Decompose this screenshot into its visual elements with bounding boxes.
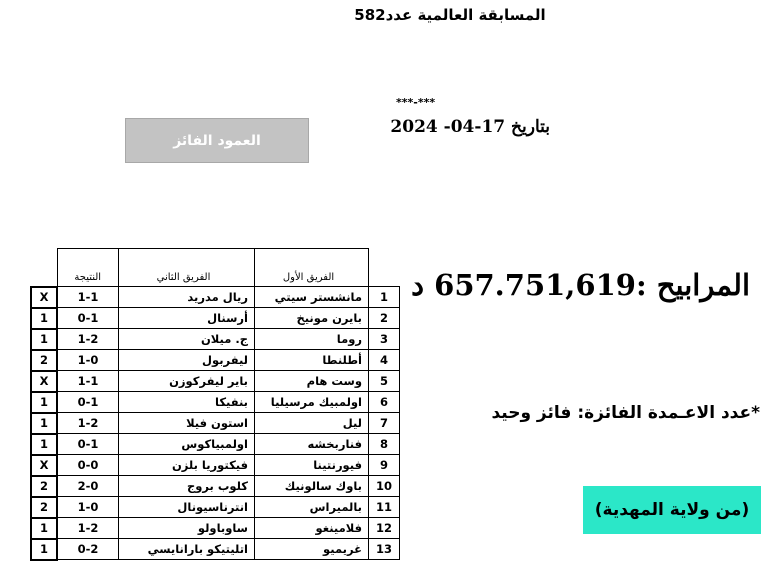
team2-cell: استون فيلا — [119, 413, 255, 434]
contest-date: بتاريخ 17-04- 2024 — [390, 117, 550, 137]
result-cell: 1 — [31, 308, 57, 329]
team2-cell: انترناسيونال — [119, 497, 255, 518]
team2-cell: كلوب بروج — [119, 476, 255, 497]
result-cell: 1 — [31, 518, 57, 539]
table-row — [31, 434, 400, 455]
match-number-cell: 12 — [369, 518, 400, 539]
results-table — [30, 248, 400, 561]
score-header: النتيجة — [57, 249, 119, 287]
team1-cell: فناربخشه — [255, 434, 369, 455]
team2-cell: بنفيكا — [119, 392, 255, 413]
winning-column-label: العمود الفائز — [173, 132, 261, 149]
table-row — [31, 371, 400, 392]
team2-cell: ج. ميلان — [119, 329, 255, 350]
team1-cell: اولمبيك مرسيليا — [255, 392, 369, 413]
team2-cell: ساوباولو — [119, 518, 255, 539]
team1-cell: باوك سالونيك — [255, 476, 369, 497]
result-cell: 1 — [31, 413, 57, 434]
score-cell: 1-1 — [57, 371, 119, 392]
result-cell: 1 — [31, 392, 57, 413]
region-box — [583, 486, 761, 534]
stars-marker: ***-*** — [396, 96, 436, 109]
team1-cell: مانشستر سيتي — [255, 287, 369, 308]
score-cell: 0-1 — [57, 434, 119, 455]
match-number-cell: 2 — [369, 308, 400, 329]
number-header-blank — [369, 249, 400, 287]
table-row — [31, 329, 400, 350]
score-cell: 1-2 — [57, 329, 119, 350]
score-cell: 1-1 — [57, 287, 119, 308]
match-number-cell: 1 — [369, 287, 400, 308]
result-cell: 1 — [31, 329, 57, 350]
match-number-cell: 3 — [369, 329, 400, 350]
team2-header: الفريق الثاني — [119, 249, 255, 287]
team2-cell: فيكتوريا بلزن — [119, 455, 255, 476]
match-number-cell: 11 — [369, 497, 400, 518]
team2-cell: ليفربول — [119, 350, 255, 371]
team1-cell: روما — [255, 329, 369, 350]
result-cell: X — [31, 371, 57, 392]
result-cell: X — [31, 287, 57, 308]
team1-cell: غريميو — [255, 539, 369, 560]
total-winnings: المرابيح :657.751,619 د — [411, 268, 750, 302]
team1-cell: بالميراس — [255, 497, 369, 518]
score-cell: 1-2 — [57, 413, 119, 434]
score-cell: 0-2 — [57, 539, 119, 560]
team1-cell: فيورنتينا — [255, 455, 369, 476]
result-cell: 1 — [31, 539, 57, 560]
team2-cell: اولمبياكوس — [119, 434, 255, 455]
table-row — [31, 518, 400, 539]
match-number-cell: 7 — [369, 413, 400, 434]
result-cell: 1 — [31, 434, 57, 455]
winning-column-box — [125, 118, 309, 163]
team1-cell: فلامينغو — [255, 518, 369, 539]
team1-cell: وست هام — [255, 371, 369, 392]
result-cell: 2 — [31, 476, 57, 497]
result-cell: 2 — [31, 497, 57, 518]
table-row — [31, 476, 400, 497]
table-row — [31, 287, 400, 308]
table-row — [31, 350, 400, 371]
team1-header: الفريق الأول — [255, 249, 369, 287]
table-header-row — [31, 249, 400, 287]
match-number-cell: 13 — [369, 539, 400, 560]
match-number-cell: 10 — [369, 476, 400, 497]
result-cell: X — [31, 455, 57, 476]
match-number-cell: 5 — [369, 371, 400, 392]
team2-cell: ريال مدريد — [119, 287, 255, 308]
region-label: (من ولاية المهدية) — [594, 500, 750, 520]
table-row — [31, 392, 400, 413]
result-cell: 2 — [31, 350, 57, 371]
table-row — [31, 413, 400, 434]
score-cell: 0-0 — [57, 455, 119, 476]
result-header-blank — [31, 249, 57, 287]
score-cell: 2-0 — [57, 476, 119, 497]
team2-cell: باير ليفركوزن — [119, 371, 255, 392]
match-number-cell: 6 — [369, 392, 400, 413]
team1-cell: أطلنطا — [255, 350, 369, 371]
team1-cell: ليل — [255, 413, 369, 434]
match-number-cell: 4 — [369, 350, 400, 371]
team2-cell: اتليتيكو بارانايسي — [119, 539, 255, 560]
score-cell: 0-1 — [57, 308, 119, 329]
match-number-cell: 9 — [369, 455, 400, 476]
table-row — [31, 455, 400, 476]
contest-title: المسابقة العالمية عدد582 — [354, 6, 546, 24]
match-number-cell: 8 — [369, 434, 400, 455]
score-cell: 0-1 — [57, 392, 119, 413]
table-row — [31, 497, 400, 518]
score-cell: 1-0 — [57, 350, 119, 371]
score-cell: 1-2 — [57, 518, 119, 539]
winning-columns-count: *عدد الاعـمدة الفائزة: فائز وحيد — [491, 403, 760, 423]
table-row — [31, 308, 400, 329]
team2-cell: أرسنال — [119, 308, 255, 329]
team1-cell: بايرن مونيخ — [255, 308, 369, 329]
score-cell: 1-0 — [57, 497, 119, 518]
table-row — [31, 539, 400, 560]
